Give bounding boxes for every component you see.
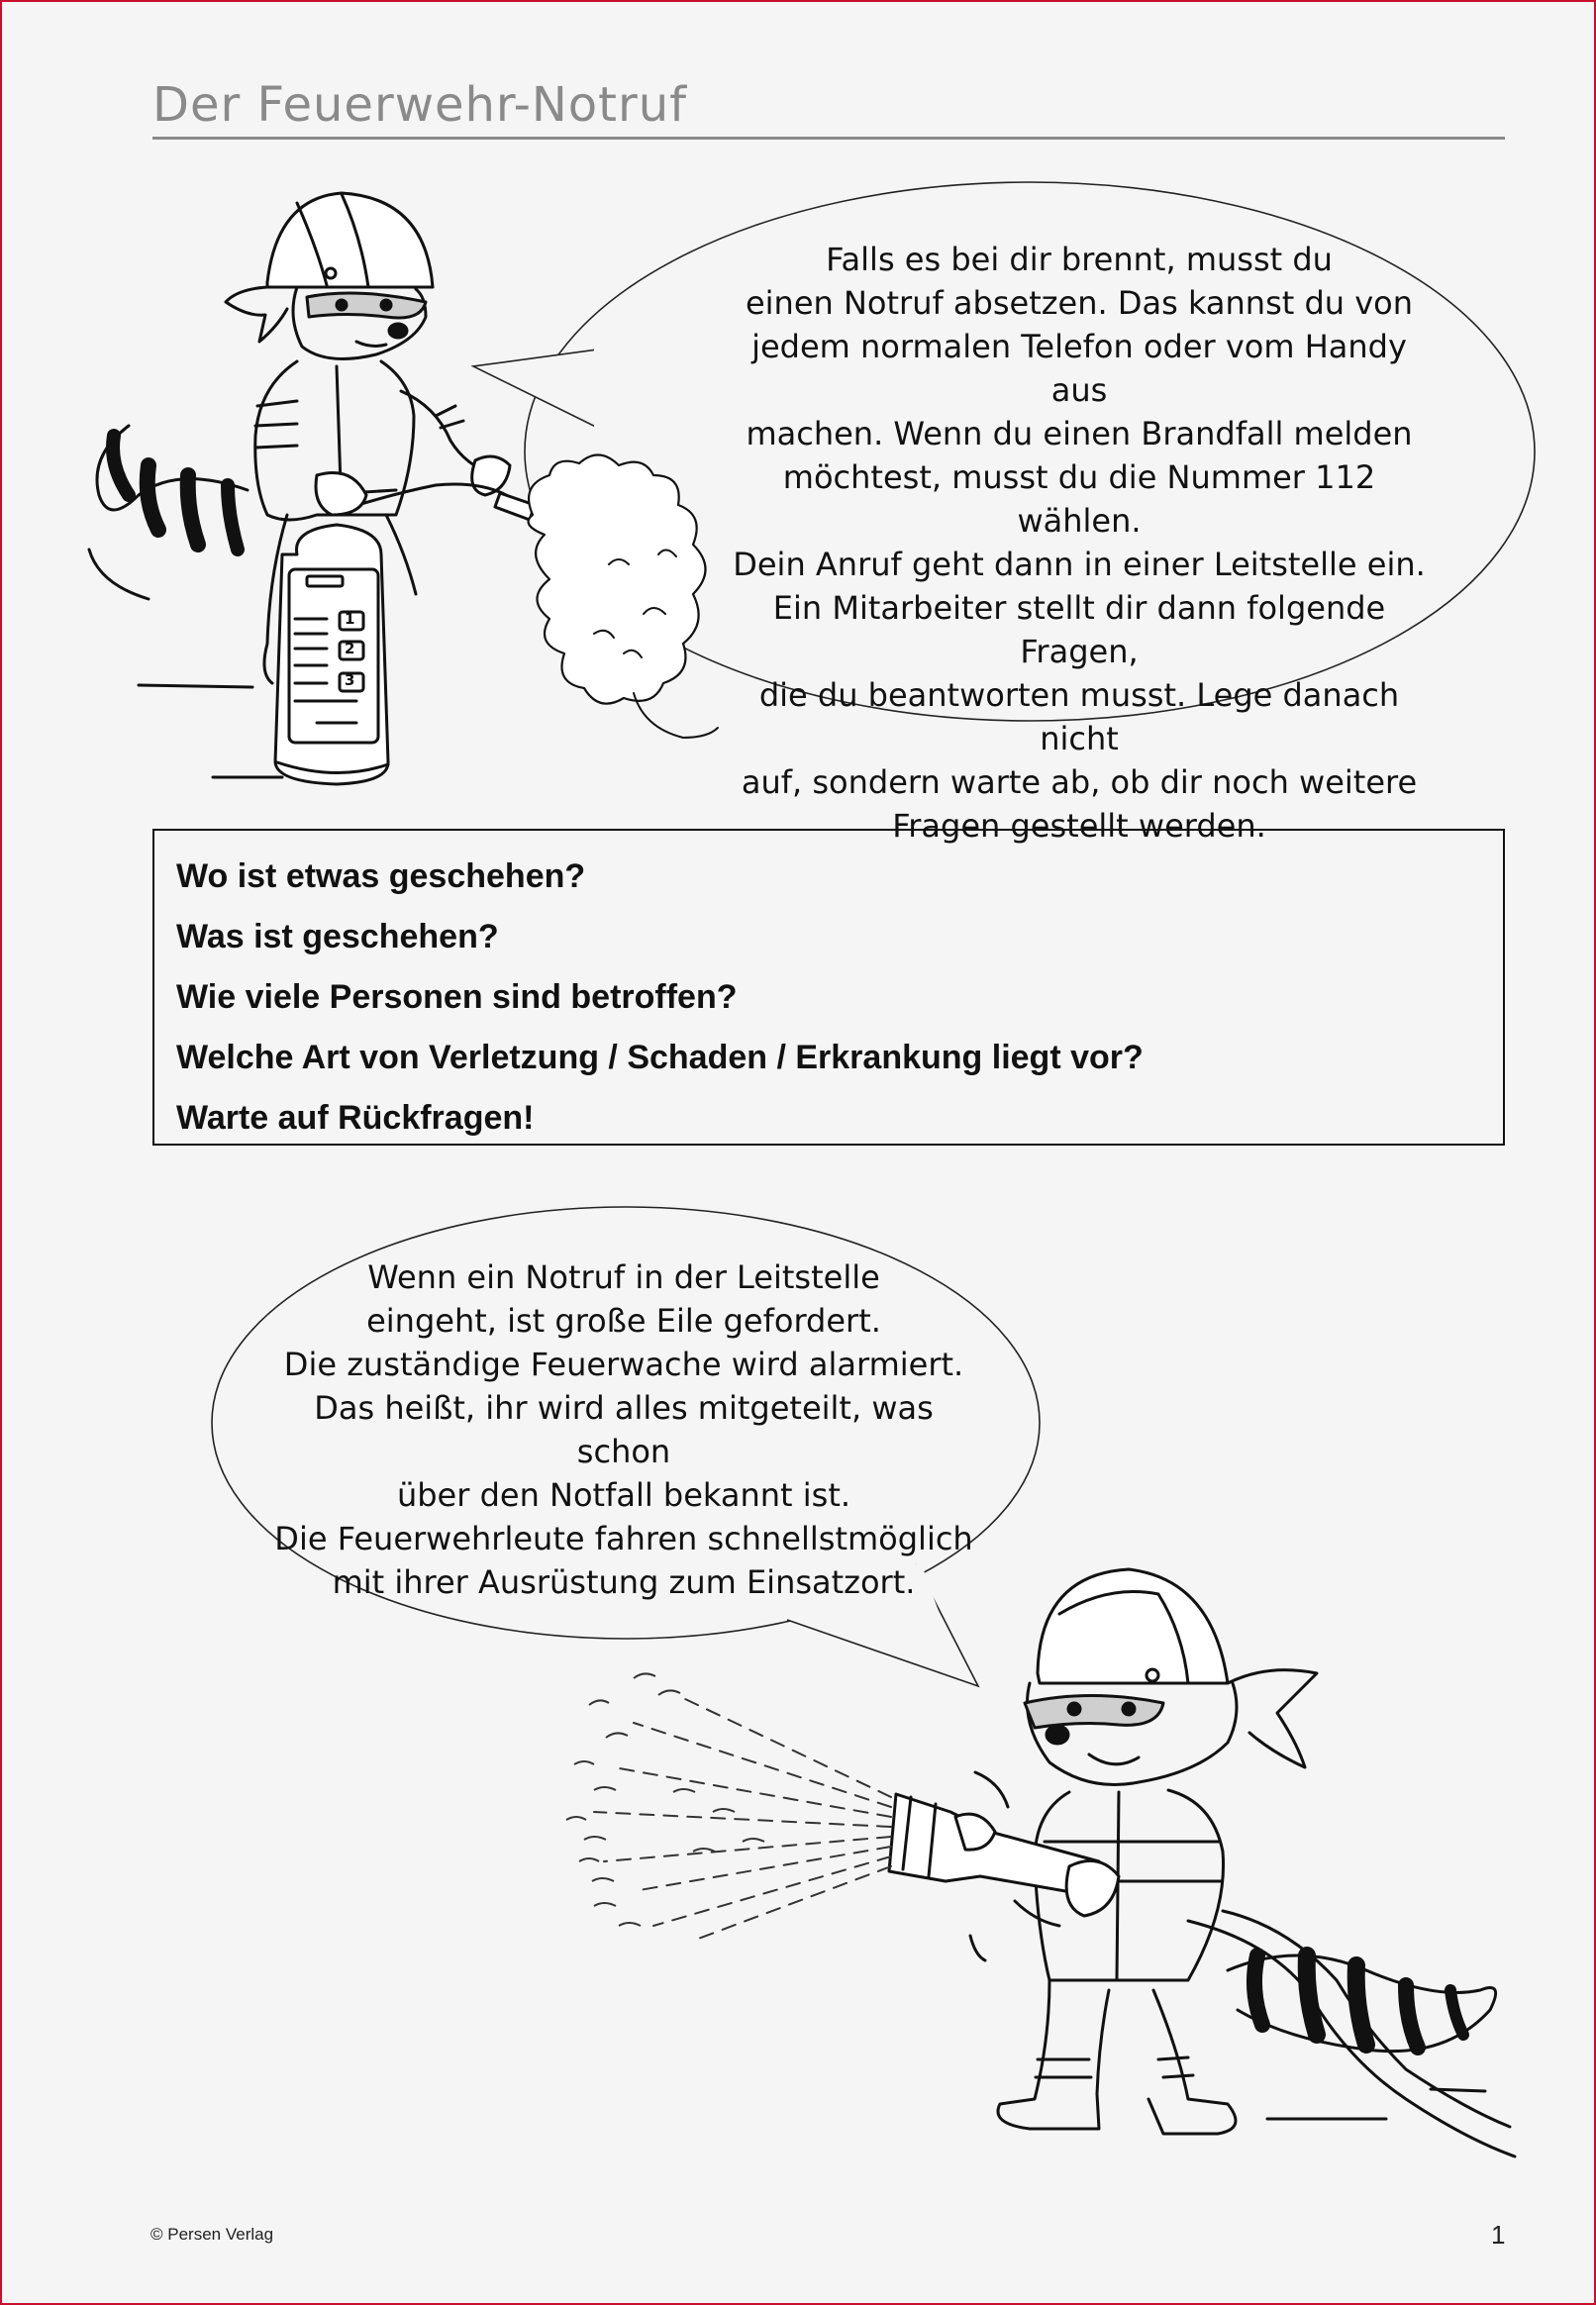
bubble-top-text <box>723 238 1436 848</box>
bubble-top-line: Falls es bei dir brennt, musst du <box>826 241 1333 278</box>
publisher-credit: © Persen Verlag <box>150 2225 274 2244</box>
bubble-bottom-line: über den Notfall bekannt ist. <box>396 1476 851 1514</box>
bubble-top-line: Ein Mitarbeiter stellt dir dann folgende Fragen, <box>772 589 1386 670</box>
question-item: Was ist geschehen? <box>176 918 499 955</box>
bubble-bottom-line: eingeht, ist große Eile gefordert. <box>366 1302 881 1340</box>
bubble-top-line: Fragen gestellt werden. <box>892 807 1266 845</box>
bubble-top-line: machen. Wenn du einen Brandfall melden <box>746 415 1413 452</box>
bubble-bottom-line: Die Feuerwehrleute fahren schnellstmöglich <box>274 1520 973 1557</box>
question-item: Welche Art von Verletzung / Schaden / Erkrankung liegt vor? <box>176 1039 1144 1076</box>
bubble-bottom-line: mit ihrer Ausrüstung zum Einsatzort. <box>332 1563 916 1601</box>
questions-box <box>152 829 1505 1146</box>
bubble-bottom-line: Wenn ein Notruf in der Leitstelle <box>367 1258 880 1296</box>
bubble-top-line: auf, sondern warte ab, ob dir noch weitere <box>741 763 1418 801</box>
water-drops <box>566 1673 764 1926</box>
page-title: Der Feuerwehr-Notruf <box>152 77 688 133</box>
question-item: Wo ist etwas geschehen? <box>176 857 586 895</box>
bubble-top-line: einen Notruf absetzen. Das kannst du von <box>745 284 1414 322</box>
bubble-top-line: jedem normalen Telefon oder vom Handy aus <box>751 328 1407 409</box>
bubble-bottom-line: Die zuständige Feuerwache wird alarmiert. <box>283 1346 964 1383</box>
extinguisher-label-2: 2 <box>345 640 355 657</box>
question-item: Warte auf Rückfragen! <box>176 1099 535 1137</box>
bubble-top-line: die du beantworten musst. Lege danach nicht <box>758 676 1400 757</box>
extinguisher-label-3: 3 <box>345 671 355 689</box>
bubble-top-line: Dein Anruf geht dann in einer Leitstelle ein. <box>733 546 1426 583</box>
raccoon-extinguisher-illustration <box>89 193 718 784</box>
extinguisher-label-1: 1 <box>345 610 355 628</box>
water-spray <box>594 1698 891 1941</box>
question-item: Wie viele Personen sind betroffen? <box>176 978 738 1016</box>
page-number: 1 <box>1491 2220 1506 2250</box>
bubble-bottom-text <box>267 1255 980 1604</box>
raccoon-hose-illustration <box>889 1569 1515 2156</box>
bubble-top-line: möchtest, musst du die Nummer 112 wählen. <box>782 458 1376 540</box>
bubble-bottom-line: Das heißt, ihr wird alles mitgeteilt, was schon <box>314 1389 934 1470</box>
